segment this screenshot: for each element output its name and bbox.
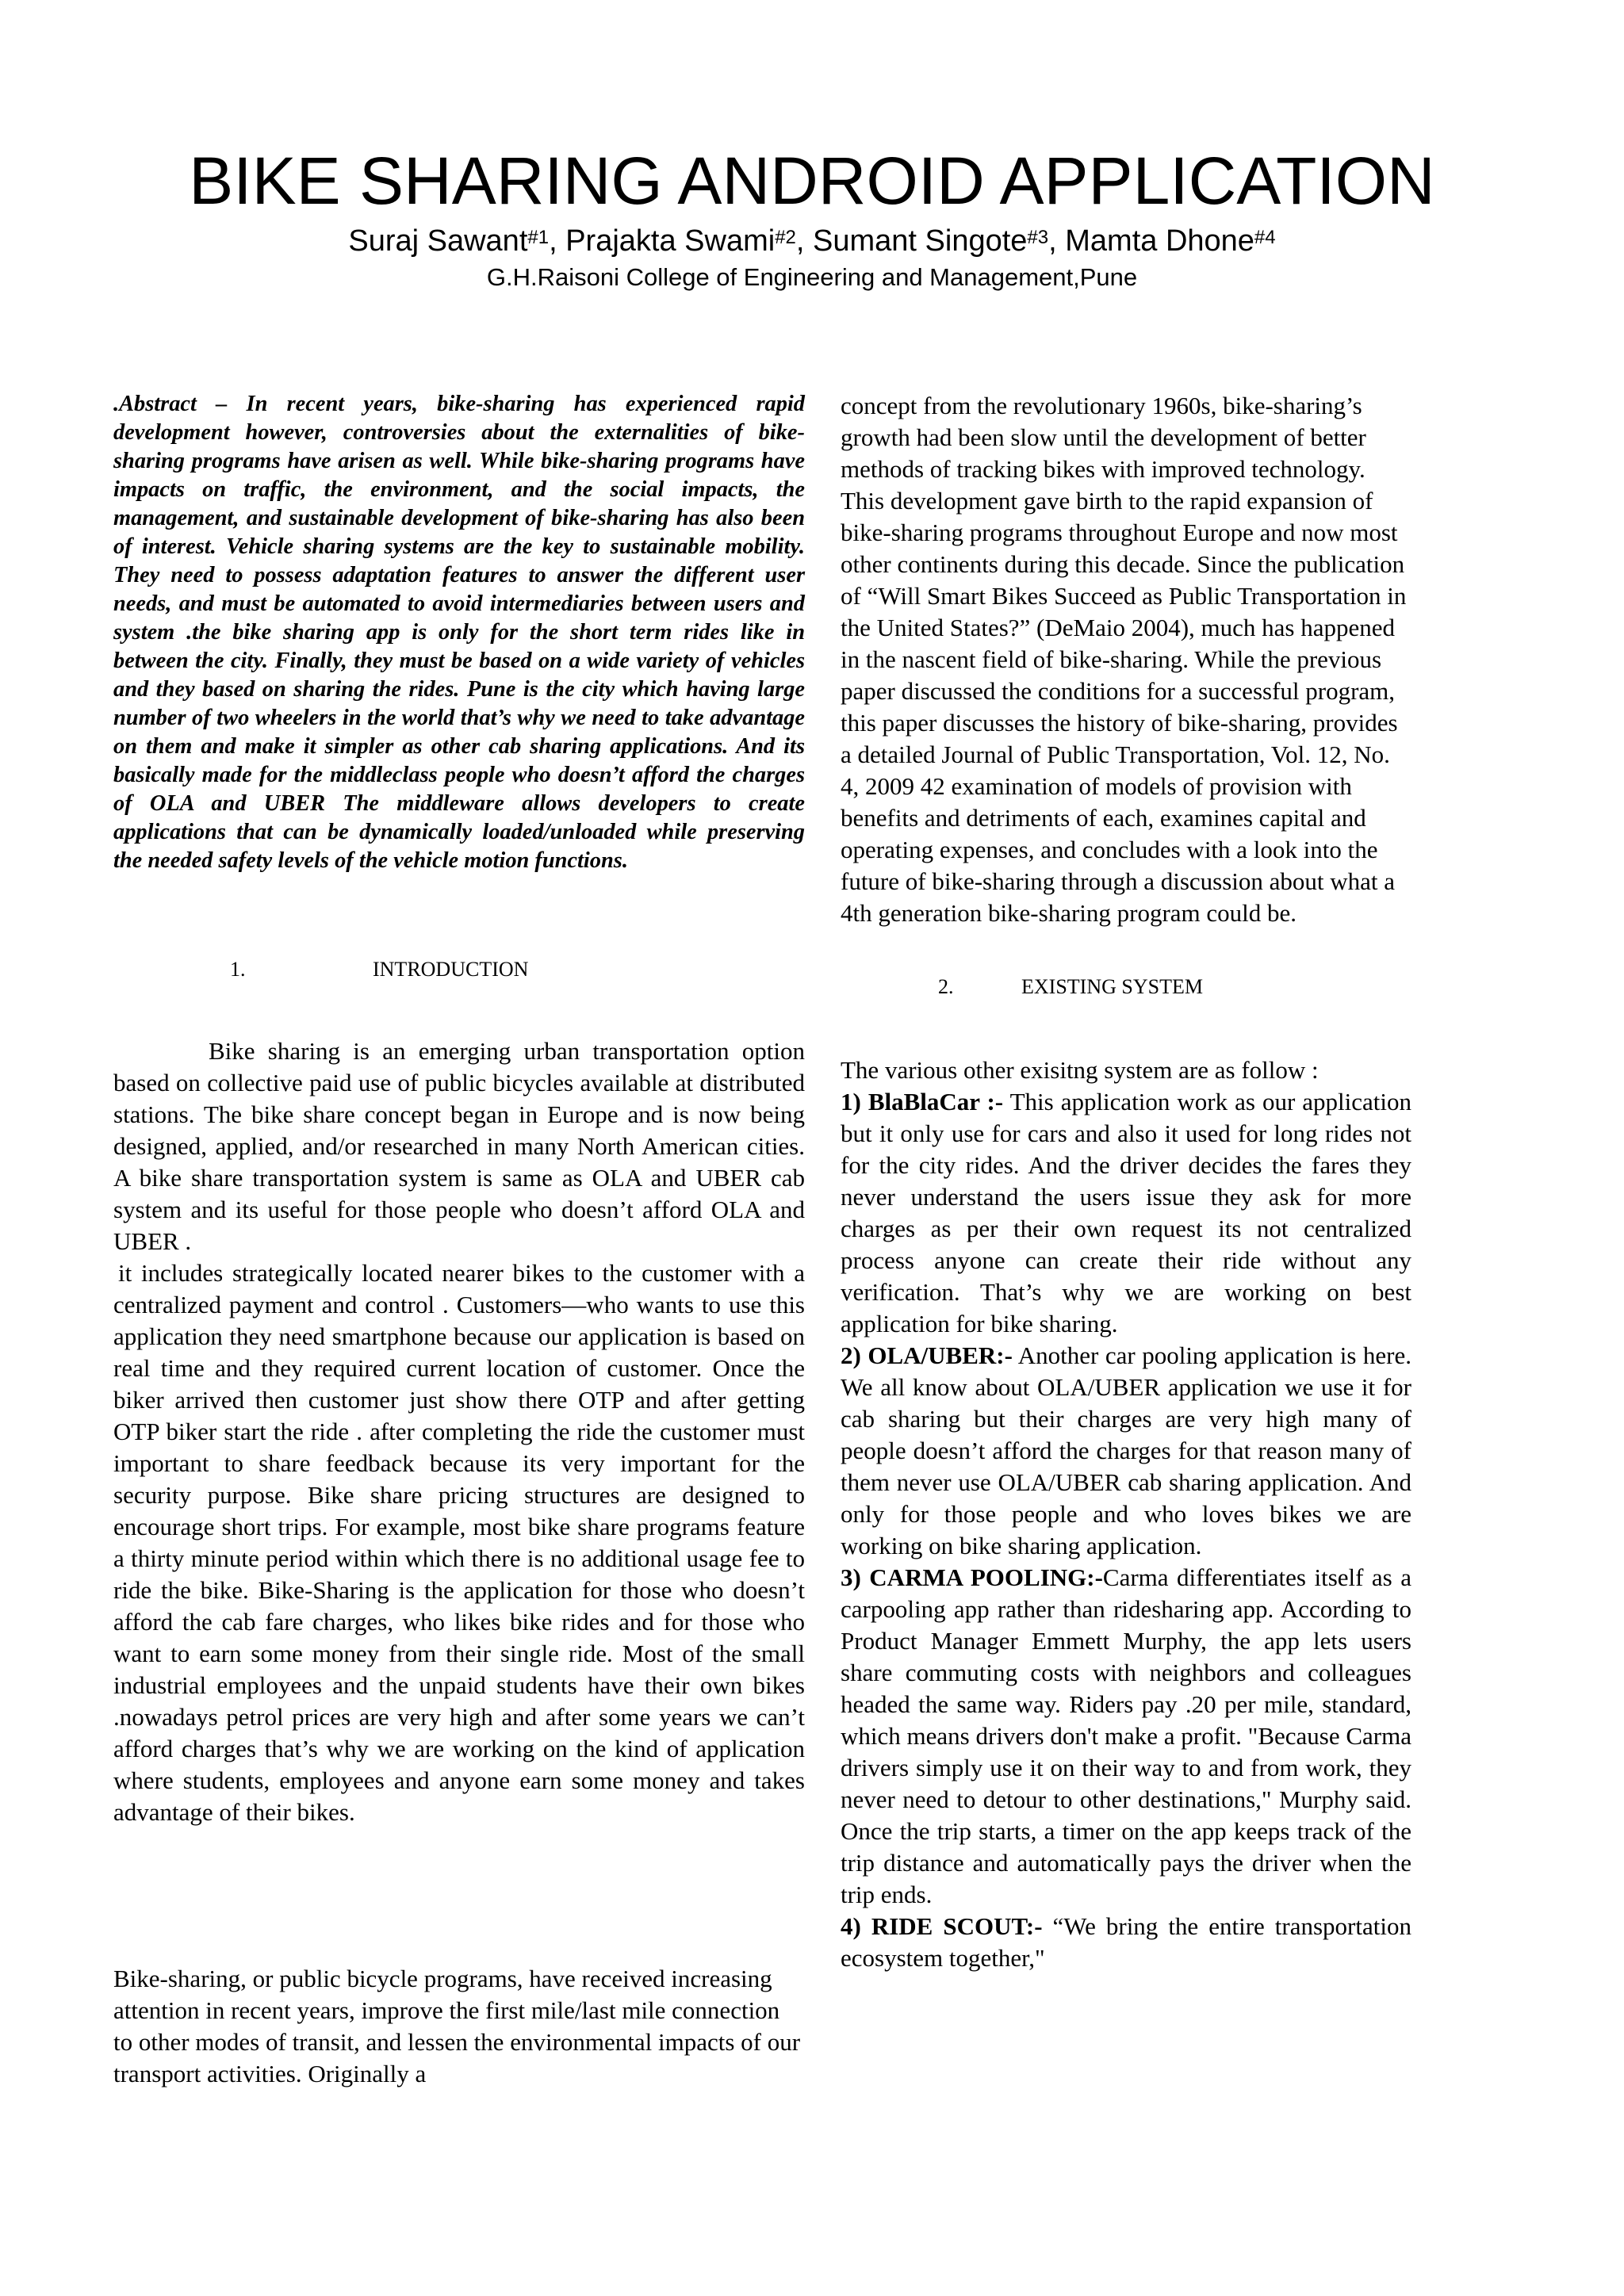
author-list: Suraj Sawant$^{\#1}$, Prajakta Swami$^{\#2}$, Sumant Singote$^{\#3}$, Mamta Dhone$^{\#4}$ bbox=[348, 224, 1276, 258]
existing-item-label: 4) RIDE SCOUT:- bbox=[841, 1912, 1043, 1940]
existing-item-text: “We bring the entire transportation ecosystem together," bbox=[841, 1912, 1411, 1972]
existing-item-text: Another car pooling application is here. We all know about OLA/UBER application we use it for cab sharing but their charges are very high many of people doesn’t afford the charges for that reason many of them never use OLA/UBER cab sharing application. And only for those people and who loves bikes we are working on bike sharing application. bbox=[841, 1341, 1412, 1559]
existing-item-label: 2) OLA/UBER:- bbox=[841, 1341, 1013, 1369]
paper-title: BIKE SHARING ANDROID APPLICATION bbox=[189, 144, 1435, 218]
author-name: Mamta Dhone bbox=[1065, 224, 1254, 258]
author-mark: #4 bbox=[1254, 227, 1276, 248]
existing-item-label: 3) CARMA POOLING:- bbox=[841, 1563, 1103, 1591]
introduction-body-continued bbox=[113, 1963, 805, 2090]
abstract: .Abstract – In recent years, bike-sharing has experienced rapid development however, controversies about the externalities of bike-sharing programs have arisen as well. While bike-sharing programs have impacts on traffic, the environment, and the social impacts, the management, and sustainable development of bike-sharing has also been of interest. Vehicle sharing systems are the key to sustainable mobility. They need to possess adaptation features to answer the different user needs, and must be automated to avoid intermediaries between users and system .the bike sharing app is only for the short term rides like in between the city. Finally, they must be based on a wide variety of vehicles and they based on sharing the rides. Pune is the city which having large number of two wheelers in the world that’s why we need to take advantage on them and make it simpler as other cab sharing applications. And its basically made for the middleclass people who doesn’t afford the charges of OLA and UBER The middleware allows developers to create applications that can be dynamically loaded/unloaded while preserving the needed safety levels of the vehicle motion functions. bbox=[113, 392, 805, 873]
existing-item bbox=[841, 1911, 1411, 1974]
existing-system-body bbox=[841, 1054, 1411, 1974]
author-name: Suraj Sawant bbox=[348, 224, 528, 258]
section-number: 2. bbox=[938, 975, 954, 998]
existing-item-label: 1) BlaBlaCar :- bbox=[841, 1088, 1004, 1115]
existing-item-text: This application work as our application but it only use for cars and also it used for long rides not for the city rides. And the driver decides the fares they never understand the users issue they ask for more charges as per their own request its not centralized process anyone can create their ride without any verification. That’s why we are working on best application for bike sharing. bbox=[841, 1088, 1411, 1337]
author-mark: #2 bbox=[775, 227, 796, 248]
section-heading-introduction bbox=[230, 956, 528, 983]
section-heading-existing-system bbox=[938, 974, 1203, 1001]
author-mark: #3 bbox=[1027, 227, 1049, 248]
author-mark: #1 bbox=[527, 227, 550, 248]
author-name: Prajakta Swami bbox=[565, 224, 776, 258]
existing-item bbox=[841, 1562, 1411, 1911]
existing-item bbox=[841, 1086, 1411, 1340]
section-number: 1. bbox=[230, 958, 246, 981]
intro-paragraph-2: it includes strategically located nearer bikes to the customer with a centralized payment and control . Customers—who wants to use this application they need smartphone because our application is based on real time and they required current location of customer. Once the biker arrived then customer just show there OTP and after getting OTP biker start the ride . after completing the ride the customer must important to share feedback because its very important for the security purpose. Bike share pricing structures are designed to encourage short trips. For example, most bike share programs feature a thirty minute period within which there is no additional usage fee to ride the bike. Bike-Sharing is the application for those who doesn’t afford the cab fare charges, who likes bike rides and for those who want to earn some money from their single ride. Most of the small industrial employees and the unpaid students have their own bikes .nowadays petrol prices are very high and after some years we can’t afford charges that’s why we are working on the kind of application where students, employees and anyone earn some money and takes advantage of their bikes. bbox=[113, 1259, 805, 1826]
author-name: Sumant Singote bbox=[813, 224, 1028, 258]
existing-lead: The various other exisitng system are as follow : bbox=[841, 1056, 1319, 1084]
intro-continuation: concept from the revolutionary 1960s, bike-sharing’s growth had been slow until the development of better methods of tracking bikes with improved technology. This development gave birth to the rapid expansion of bike-sharing programs throughout Europe and now most other continents during this decade. Since the publication of “Will Smart Bikes Succeed as Public Transportation in the United States?” (DeMaio 2004), much has happened in the nascent field of bike-sharing. While the previous paper discussed the conditions for a successful program, this paper discusses the history of bike-sharing, provides a detailed Journal of Public Transportation, Vol. 12, No. 4, 2009 42 examination of models of provision with benefits and detriments of each, examines capital and operating expenses, and concludes with a look into the future of bike-sharing through a discussion about what a 4th generation bike-sharing program could be. bbox=[841, 392, 1407, 927]
existing-item-text: Carma differentiates itself as a carpooling app rather than ridesharing app. According to Product Manager Emmett Murphy, the app lets users share commuting costs with neighbors and colleagues headed the same way. Riders pay .20 per mile, standard, which means drivers don't make a profit. "Because Carma drivers simply use it on their way to and from work, they never need to detour to other destinations," Murphy said. Once the trip starts, a timer on the app keeps track of the trip distance and automatically pays the driver when the trip ends. bbox=[841, 1563, 1411, 1908]
existing-item bbox=[841, 1340, 1411, 1562]
section-title: EXISTING SYSTEM bbox=[1021, 975, 1203, 998]
affiliation: G.H.Raisoni College of Engineering and Management,Pune bbox=[486, 263, 1138, 291]
intro-paragraph-1: Bike sharing is an emerging urban transportation option based on collective paid use of public bicycles available at distributed stations. The bike share concept began in Europe and is now being designed, applied, and/or researched in many North American cities. A bike share transportation system is same as OLA and UBER cab system and its useful for those people who doesn’t afford OLA and UBER . bbox=[113, 1037, 805, 1255]
introduction-body bbox=[113, 1035, 805, 1828]
intro-paragraph-3: Bike-sharing, or public bicycle programs, have received increasing attention in recent years, improve the first mile/last mile connection to other modes of transit, and lessen the environmental impacts of our transport activities. Originally a bbox=[113, 1965, 801, 2087]
section-title: INTRODUCTION bbox=[373, 958, 529, 981]
